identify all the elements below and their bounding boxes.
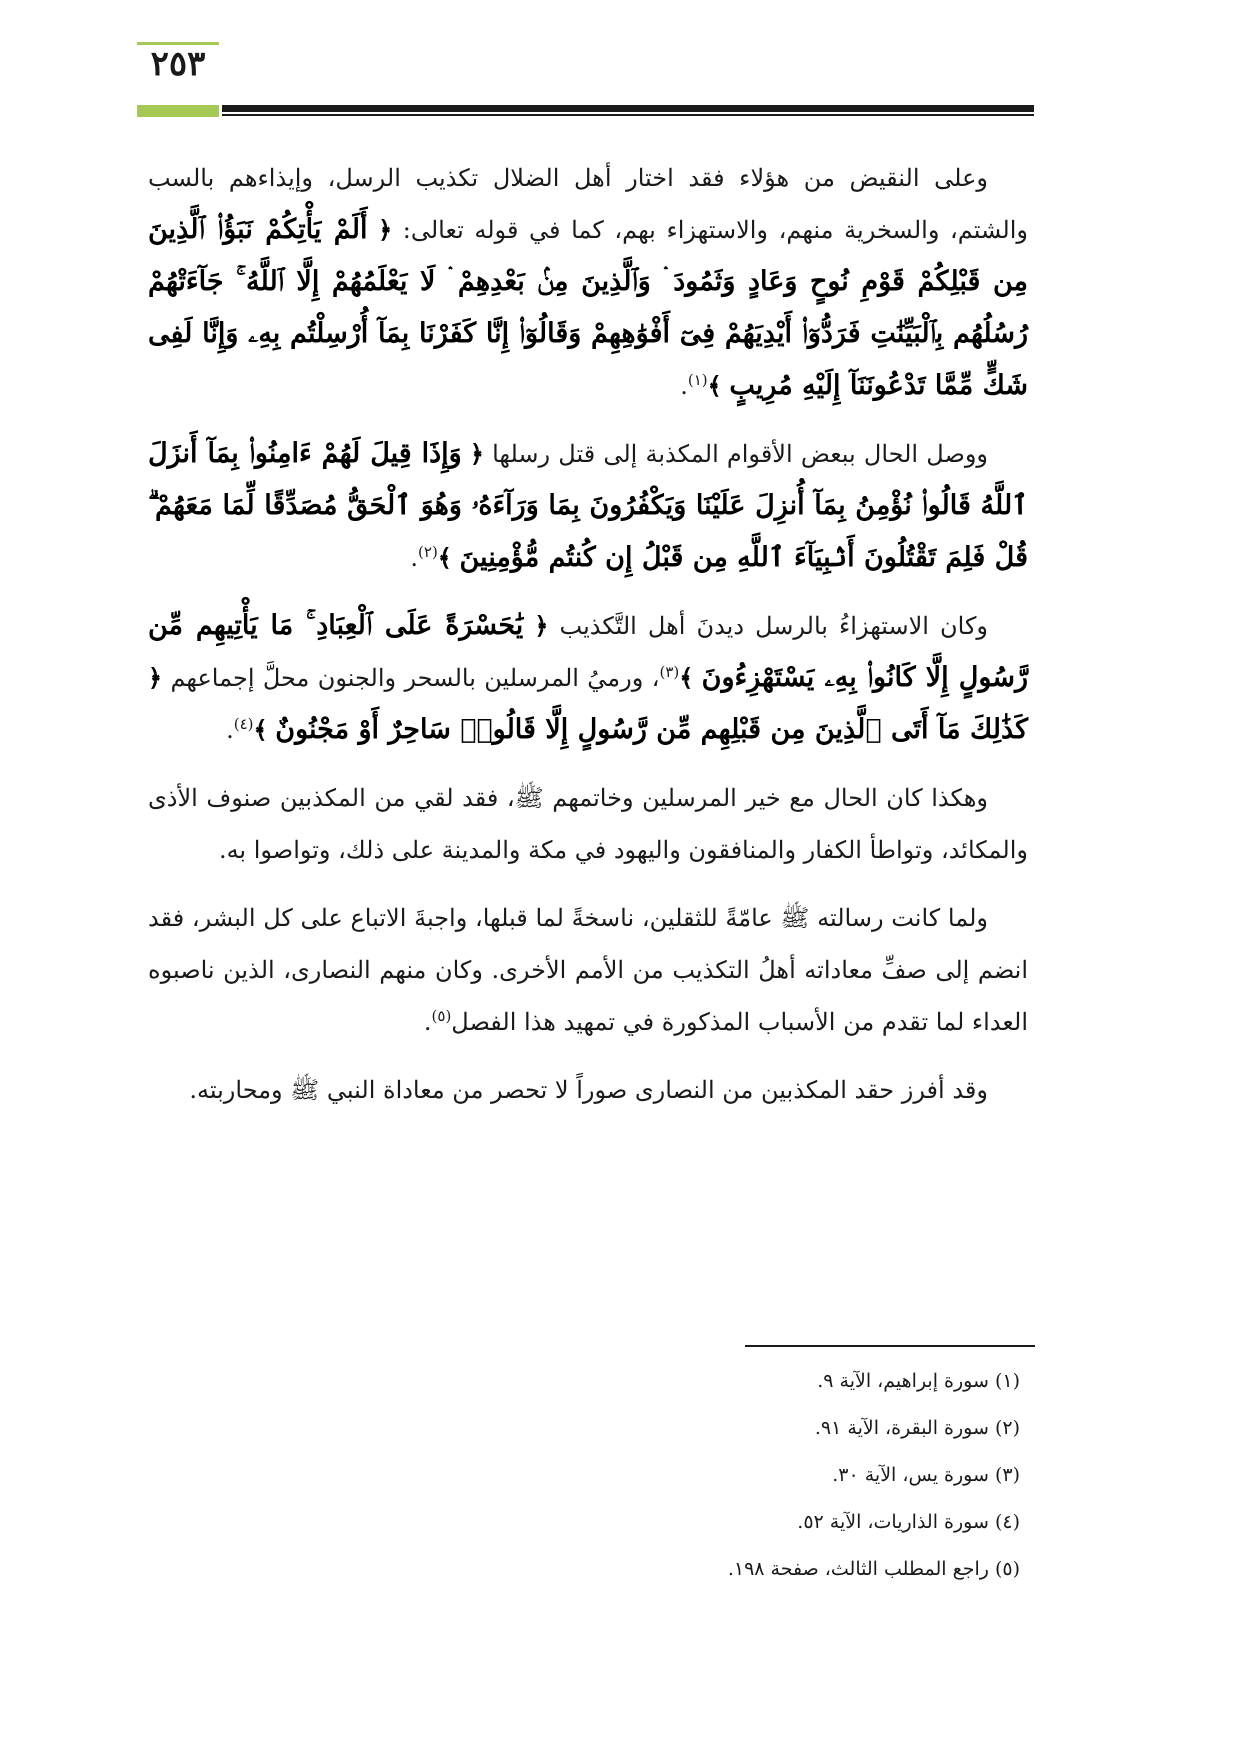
footnote-4: (٤) سورة الذاريات، الآية ٥٢. [797,1511,1020,1533]
footnote-1: (١) سورة إبراهيم، الآية ٩. [817,1370,1020,1392]
footnote-3: (٣) سورة يس، الآية ٣٠. [832,1464,1020,1486]
paragraph-5-text: ولما كانت رسالته ﷺ عامّةً للثقلين، ناسخةً لما قبلها، واجبةَ الاتباع على كل البشر، فقد انضم إلى صفِّ معاداته أهلُ التكذيب من الأمم الأخرى. وكان منهم النصارى، الذين ناصبوه العداء لما تقدم من الأسباب المذكورة في تمهيد هذا الفصل [148,904,1028,1036]
footnote-ref: (٢) [418,543,438,561]
paragraph-5 [148,892,1028,1048]
paragraph-2-intro: ووصل الحال ببعض الأقوام المكذبة إلى قتل رسلها [492,440,988,468]
footnote-ref: (٣) [659,663,680,681]
footnote-separator [745,1345,1035,1347]
header-rule-thin [222,114,1034,116]
footnotes [600,1358,1020,1593]
quran-open-bracket: ﴿ [378,215,393,244]
sentence-end: . [423,1008,432,1036]
quran-open-bracket: ﴿ [148,663,163,692]
quran-verse: يَٰحَسْرَةً عَلَى ٱلْعِبَادِ ۚ مَا يَأْتِيهِم مِّن رَّسُولٍ إِلَّا كَانُوا۟ بِهِۦ يَسْتَهْزِءُونَ [148,610,1028,693]
paragraph-2 [148,428,1028,584]
quran-close-bracket: ﴾ [253,715,268,744]
paragraph-3-intro: وكان الاستهزاءُ بالرسل ديدنَ أهل التَّكذيب [559,612,988,640]
quran-verse: أَلَمْ يَأْتِكُمْ نَبَؤُا۟ ٱلَّذِينَ مِن قَبْلِكُمْ قَوْمِ نُوحٍ وَعَادٍ وَثَمُودَ ۛ وَٱلَّذِينَ مِنۢ بَعْدِهِمْ ۛ لَا يَعْلَمُهُمْ إِلَّا ٱللَّهُ ۚ جَآءَتْهُمْ رُسُلُهُم بِٱلْبَيِّنَٰتِ فَرَدُّوٓا۟ أَيْدِيَهُمْ فِىٓ أَفْوَٰهِهِمْ وَقَالُوٓا۟ إِنَّا كَفَرْنَا بِمَآ أُرْسِلْتُم بِهِۦ وَإِنَّا لَفِى شَكٍّ مِّمَّا تَدْعُونَنَآ إِلَيْهِ مُرِيبٍ [148,214,1028,401]
footnote-5: (٥) راجع المطلب الثالث، صفحة ١٩٨. [727,1558,1020,1580]
paragraph-3 [148,600,1028,756]
quran-open-bracket: ﴿ [534,611,549,640]
quran-close-bracket: ﴾ [707,371,722,400]
body-text [148,152,1028,1132]
quran-close-bracket: ﴾ [679,663,694,692]
header-rule [222,105,1034,112]
footnote-ref: (٥) [431,1007,452,1025]
header-accent-bar [137,105,219,117]
quran-verse: كَذَٰلِكَ مَآ أَتَى ٱلَّذِينَ مِن قَبْلِهِم مِّن رَّسُولٍ إِلَّا قَالُوا۟ سَاحِرٌ أَوْ مَجْنُونٌ [275,714,1028,745]
paragraph-4: وهكذا كان الحال مع خير المرسلين وخاتمهم ﷺ، فقد لقي من المكذبين صنوف الأذى والمكائد، وتواطأ الكفار والمنافقون واليهود في مكة والمدينة على ذلك، وتواصوا به. [148,784,1028,864]
footnote-ref: (٤) [233,715,254,733]
sentence-end: . [680,372,688,400]
footnote-2: (٢) سورة البقرة، الآية ٩١. [814,1417,1020,1439]
page-number: ٢٥٣ [150,44,206,84]
quran-verse: وَإِذَا قِيلَ لَهُمْ ءَامِنُوا۟ بِمَآ أَنزَلَ ٱللَّهُ قَالُوا۟ نُؤْمِنُ بِمَآ أُنزِلَ عَلَيْنَا وَيَكْفُرُونَ بِمَا وَرَآءَهُۥ وَهُوَ ٱلْحَقُّ مُصَدِّقًا لِّمَا مَعَهُمْ ۗ قُلْ فَلِمَ تَقْتُلُونَ أَنۢبِيَآءَ ٱللَّهِ مِن قَبْلُ إِن كُنتُم مُّؤْمِنِينَ [148,438,1028,573]
paragraph-1 [148,152,1028,412]
sentence-end: . [226,716,234,744]
quran-close-bracket: ﴾ [437,543,452,572]
paragraph-1-intro: وعلى النقيض من هؤلاء فقد اختار أهل الضلال تكذيب الرسل، وإيذاءهم بالسب والشتم، والسخرية منهم، والاستهزاء بهم، كما في قوله تعالى: [148,164,1028,244]
footnote-ref: (١) [687,371,708,389]
paragraph-6: وقد أفرز حقد المكذبين من النصارى صوراً لا تحصر من معاداة النبي ﷺ ومحاربته. [189,1076,988,1104]
quran-open-bracket: ﴿ [469,439,484,468]
sentence-end: . [410,544,419,572]
paragraph-3-middle: ، ورميُ المرسلين بالسحر والجنون محلَّ إجماعهم [170,664,660,692]
